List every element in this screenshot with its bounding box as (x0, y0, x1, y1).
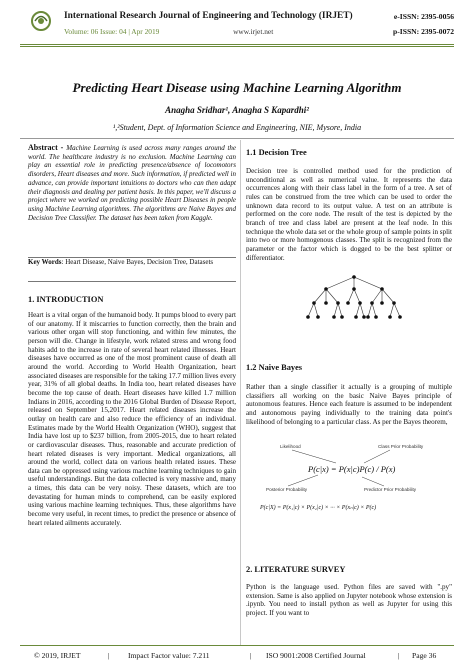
footer-copyright: © 2019, IRJET (34, 651, 81, 660)
page-footer (20, 648, 454, 662)
journal-url[interactable]: www.irjet.net (233, 27, 274, 36)
p-issn: p-ISSN: 2395-0072 (393, 27, 454, 36)
predictor-prior-label: Predictor Prior Probability (364, 487, 417, 492)
abstract (28, 144, 236, 222)
dt-heading: 1.1 Decision Tree (246, 148, 307, 157)
journal-header (20, 8, 454, 44)
affiliation: ¹,²Student, Dept. of Information Science and Engineering, NIE, Mysore, India (112, 123, 362, 132)
lit-heading: 2. LITERATURE SURVEY (246, 565, 346, 574)
journal-title: International Research Journal of Engineering and Technology (IRJET) (64, 11, 353, 21)
column-separator (240, 140, 241, 645)
keywords-rule (28, 281, 236, 282)
keywords (28, 258, 236, 267)
footer-page: Page 36 (412, 651, 437, 660)
posterior-label: Posterior Probability (266, 487, 308, 492)
abstract-label: Abstract - (28, 143, 67, 152)
abstract-text: Machine Learning is used across many ranges around the world. The healthcare industry is no exclusion. Machine Learning can play an essential role in predicting presence/absence of locomotors disorders, Heart diseases and more. Such information, if predicted well in advance, can provide important intuitions to doctors who can then adapt their diagnosis and dealing per patient basis. In this paper, we'll discuss a project where we worked on predicting possible Heart Diseases in people using Machine Learning algorithms. The algorithms are Naive Bayes and Decision Tree Classifier. The dataset has been taken from Kaggle. (28, 144, 236, 222)
nb-heading: 1.2 Naive Bayes (246, 363, 303, 372)
title-rule (20, 138, 454, 139)
footer-impact: Impact Factor value: 7.211 (128, 651, 210, 660)
e-issn: e-ISSN: 2395-0056 (393, 12, 454, 21)
footer-sep-3: | (398, 651, 400, 660)
footer-iso: ISO 9001:2008 Certified Journal (266, 651, 366, 660)
footer-sep-2: | (250, 651, 252, 660)
decision-tree-figure (304, 273, 404, 325)
footer-rule (20, 645, 454, 646)
header-rule (20, 44, 454, 45)
bayes-formula: P(c|x) = P(x|c)P(c) / P(x) (308, 464, 396, 474)
dt-text: Decision tree is controlled method used for the prediction of unconditional as well as numerical value. It represents the data occurrences along with their class label in the form of a tree. A set of rules can be construed from the tree which can be used to order the unknown data record to its output value. A test on an attribute is performed on the core node. The result of the test is depicted by the branch of tree and class label are present at the leaf node. In this technique the whole data set or the whole group of sample points in split into two or more homogenous classes. The split is recognized from the parameter or the factor which is dogged to be the best splitter or differentiator. (246, 167, 452, 262)
bayes-product-formula: P(c|X) = P(x₁|c) × P(x₂|c) × ··· × P(xₙ|c) × P(c) (260, 505, 377, 511)
intro-text: Heart is a vital organ of the humanoid body. It pumps blood to every part of our anatomy. If it miscarries to function correctly, then the brain and various other organ will stop functioning, and within few minutes, the person will die. Change in lifestyle, work related stress and wrong food habits add to the increase in rate of several heart related illnesses. Heart diseases have occurred as one of the most prominent cause of death all around the world. According to World Health Organization, heart associated diseases are responsible for the taking 17.7 million lives every year, 31% of all global deaths. In India too, heart related diseases have become the top cause of death. Heart diseases have killed 1.7 million Indians in 2016, according to the 2016 Global Burden of Disease Report, released on September 15,2017. Heart related diseases increase the outlay on health care and also reduce the efficiency of an individual. Estimates made by the World Health Organization (WHO), suggest that India have lost up to $237 billion, from 2005-2015, due to heart related or cardiovascular diseases. Thus, reasonable and accurate prediction of heart related diseases is very important. Medical organizations, all around the world, collect data on various health related issues. These data can be oppressed using various machine learning techniques to gain useful understandings. But the data collected is very massive and, many a times, this data can be very noisy. These datasets, which are too devastating for human minds to comprehend, can be easily explored using various machine learning techniques. Thus, these algorithms have become very useful, in recent times, to predict the presence or absence of heart related ailments accurately. (28, 311, 236, 527)
keywords-label: Key Words (28, 258, 62, 266)
lit-text: Python is the language used. Python files are saved with ".py" extension. Same is also applied on Jupyter notebook whose extension is .ipynb. You need to install python as well as Jupyter for using this project. If you want to (246, 583, 452, 617)
class-prior-label: Class Prior Probability (378, 444, 424, 449)
footer-sep-1: | (108, 651, 110, 660)
paper-title: Predicting Heart Disease using Machine Learning Algorithm (72, 80, 402, 95)
volume-text: Volume: 06 Issue: 04 | Apr 2019 (64, 27, 160, 36)
keywords-text: : Heart Disease, Naive Bayes, Decision Tree, Datasets (61, 258, 214, 266)
irjet-logo-icon (28, 10, 54, 40)
authors: Anagha Sridhar¹, Anagha S Kapardhi² (165, 105, 309, 115)
likelihood-label: Likelihood (280, 444, 301, 449)
nb-text: Rather than a single classifier it actually is a grouping of multiple classifiers all working on the basic Naive Bayes principle of autonomous features. Hence each feature is assumed to be independent and autonomous paying individually to the training data point's likelihood of belonging to a particular class. As per the Bayes theorem, (246, 383, 452, 426)
bayes-theorem-figure (258, 439, 448, 515)
header-rule-2 (20, 46, 454, 47)
intro-heading: 1. INTRODUCTION (28, 295, 104, 304)
journal-volume (64, 27, 273, 36)
